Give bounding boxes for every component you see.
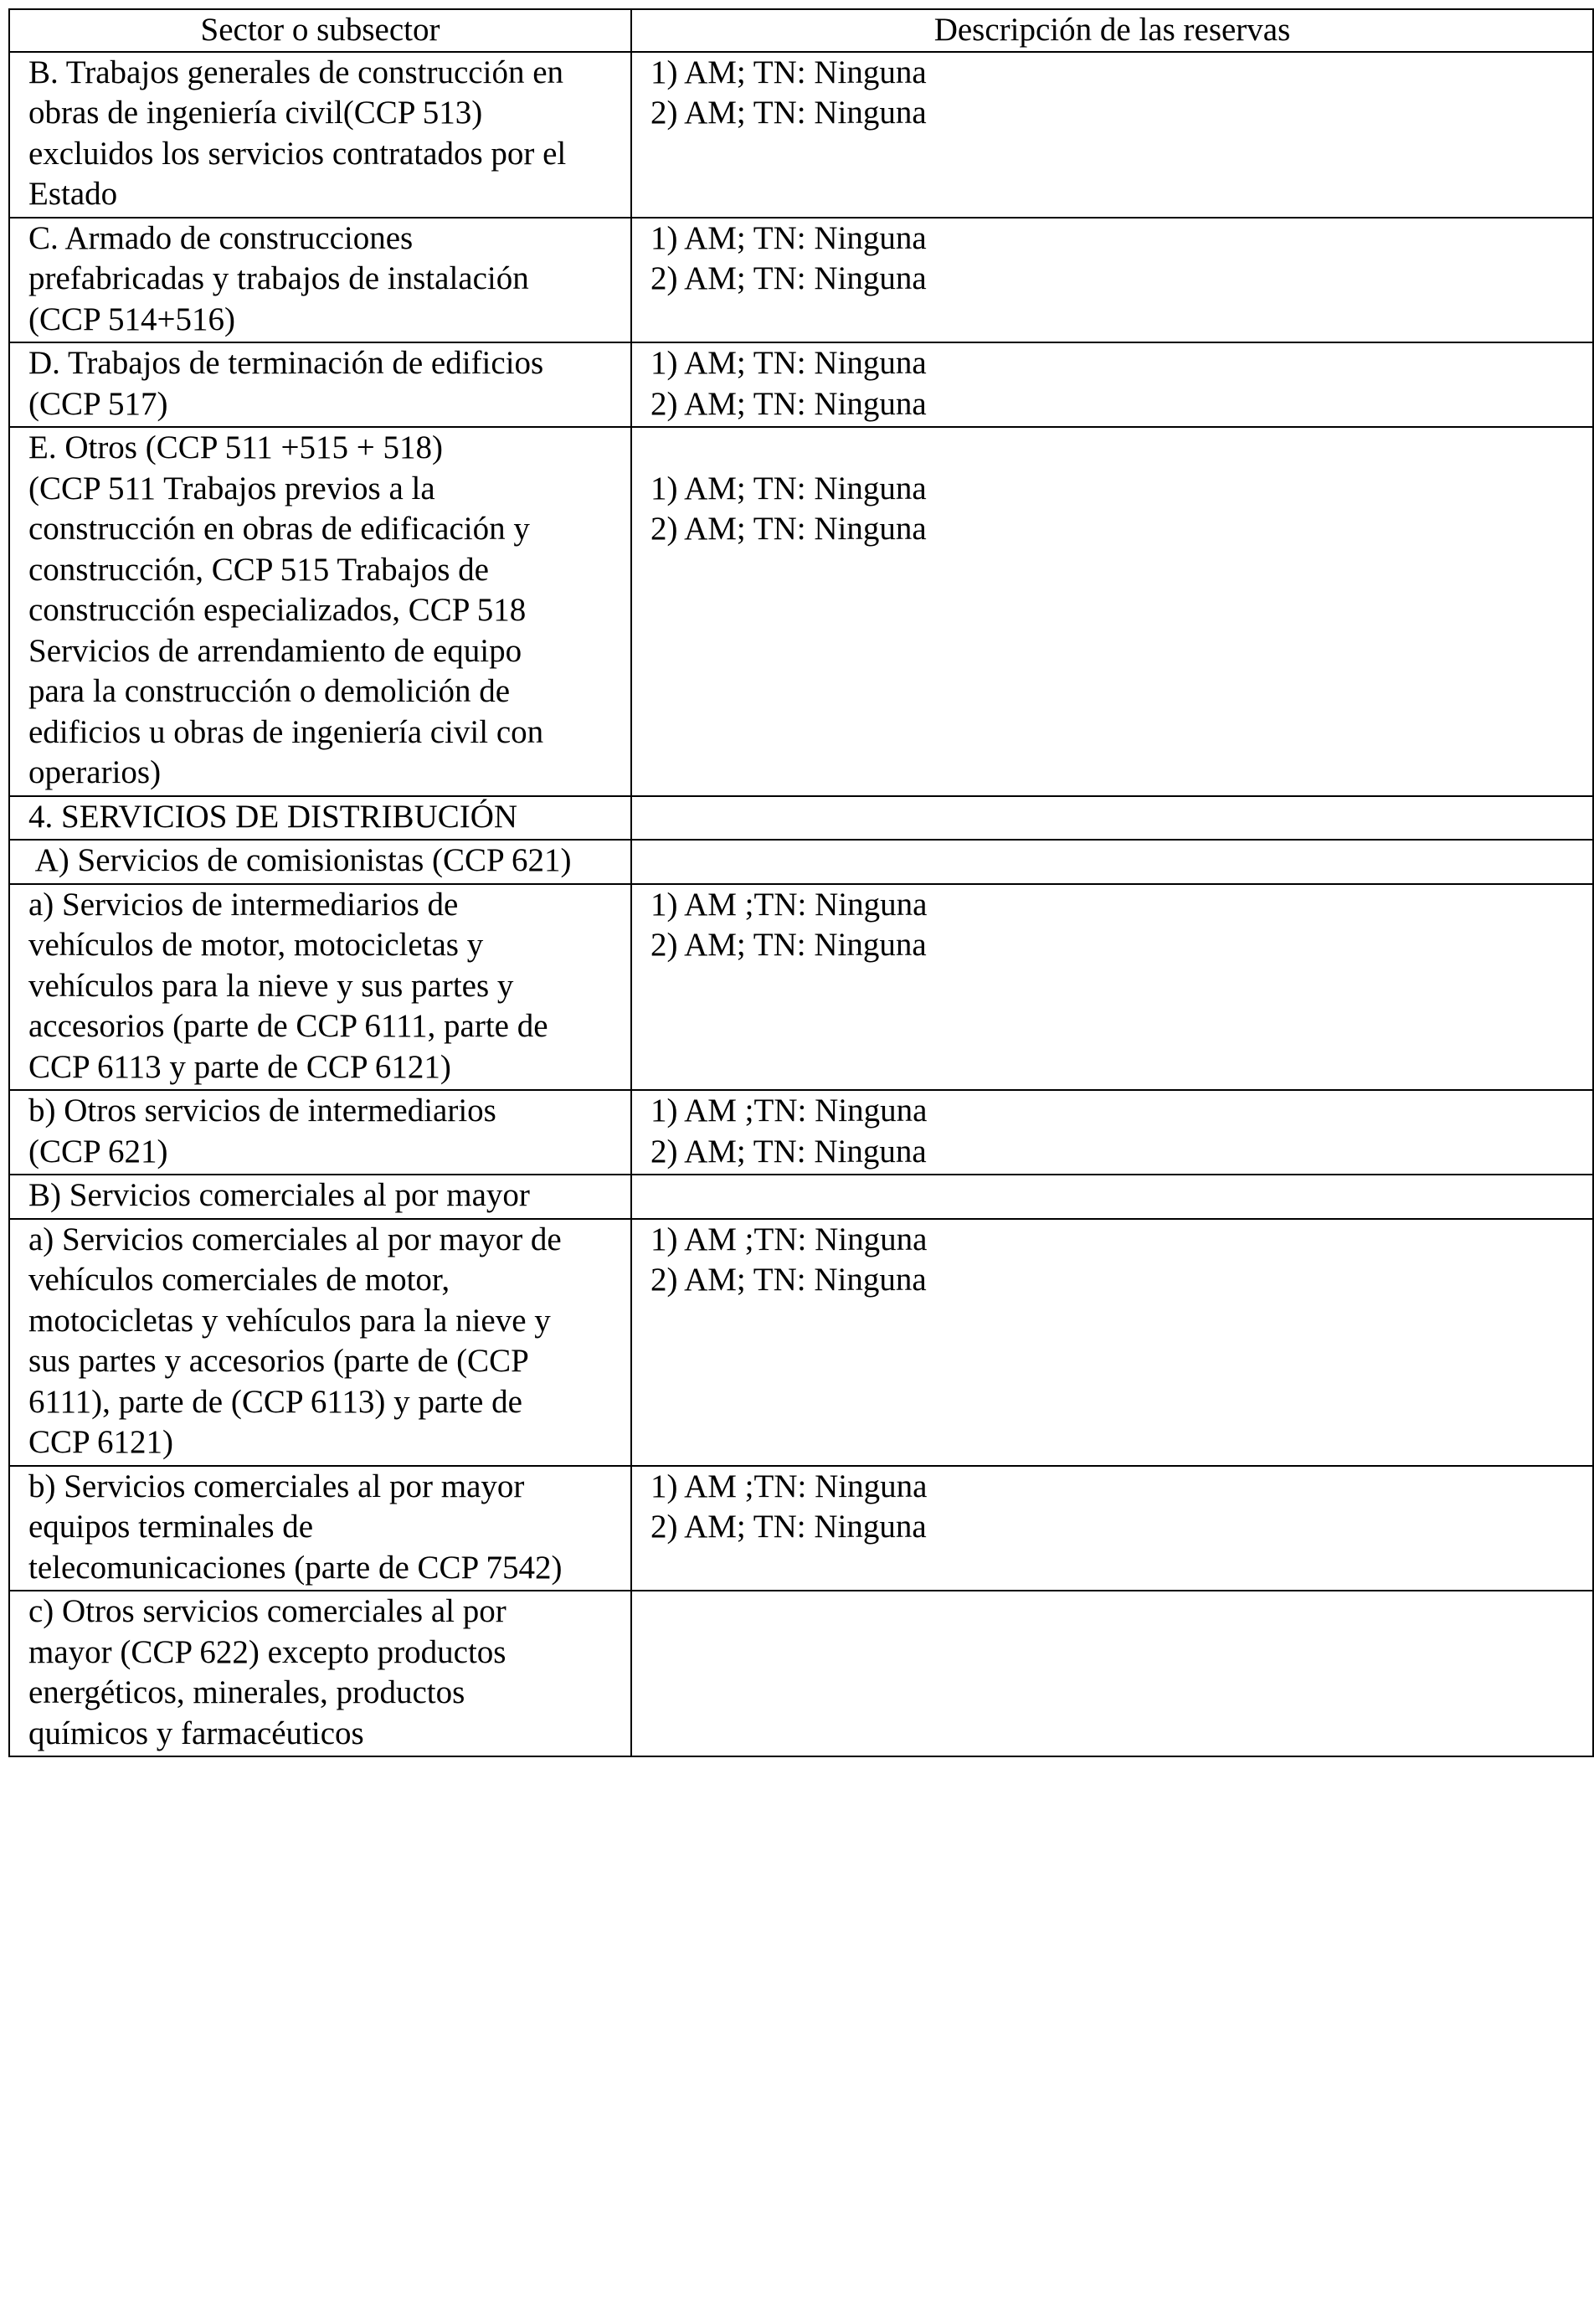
sector-cell <box>9 1090 631 1175</box>
sector-cell <box>9 52 631 218</box>
sector-line: 6111), parte de (CCP 6113) y parte de <box>28 1383 522 1420</box>
sector-line: (CCP 517) <box>28 385 168 422</box>
descripcion-cell <box>631 796 1593 841</box>
sector-line: vehículos para la nieve y sus partes y <box>28 967 514 1004</box>
sector-line: Servicios de arrendamiento de equipo <box>28 632 522 669</box>
reservations-table <box>8 8 1594 1757</box>
table-row <box>9 1591 1593 1756</box>
descripcion-cell <box>631 884 1593 1091</box>
table-header-row <box>9 9 1593 52</box>
sector-line: construcción, CCP 515 Trabajos de <box>28 551 489 588</box>
sector-cell <box>9 218 631 343</box>
sector-line: CCP 6113 y parte de CCP 6121) <box>28 1048 451 1085</box>
sector-line: a) Servicios de intermediarios de <box>28 886 459 923</box>
descripcion-cell <box>631 1175 1593 1219</box>
descripcion-cell <box>631 840 1593 884</box>
descripcion-cell <box>631 52 1593 218</box>
sector-line: 4. SERVICIOS DE DISTRIBUCIÓN <box>28 798 518 835</box>
sector-cell <box>9 1591 631 1756</box>
header-sector: Sector o subsector <box>9 9 631 52</box>
descripcion-line: 2) AM; TN: Ninguna <box>650 95 927 131</box>
sector-line: accesorios (parte de CCP 6111, parte de <box>28 1008 548 1044</box>
sector-cell <box>9 884 631 1091</box>
sector-line: C. Armado de construcciones <box>28 219 414 256</box>
descripcion-cell <box>631 218 1593 343</box>
sector-line: vehículos de motor, motocicletas y <box>28 927 484 963</box>
sector-line: B) Servicios comerciales al por mayor <box>28 1177 530 1213</box>
descripcion-line: 1) AM; TN: Ninguna <box>650 345 927 381</box>
sector-line: energéticos, minerales, productos <box>28 1674 465 1710</box>
table-row <box>9 342 1593 427</box>
descripcion-line: 2) AM; TN: Ninguna <box>650 1509 927 1545</box>
sector-line: obras de ingeniería civil(CCP 513) <box>28 95 483 131</box>
descripcion-line: 1) AM; TN: Ninguna <box>650 219 927 256</box>
descripcion-cell <box>631 1591 1593 1756</box>
sector-line: CCP 6121) <box>28 1424 174 1460</box>
sector-cell <box>9 1219 631 1466</box>
table-row <box>9 796 1593 841</box>
sector-line: construcción especializados, CCP 518 <box>28 592 527 628</box>
sector-line: sus partes y accesorios (parte de (CCP <box>28 1343 529 1379</box>
descripcion-line: 2) AM; TN: Ninguna <box>650 385 927 422</box>
sector-line: prefabricadas y trabajos de instalación <box>28 260 529 296</box>
table-body <box>9 52 1593 1757</box>
table-row <box>9 884 1593 1091</box>
descripcion-line: 2) AM; TN: Ninguna <box>650 511 927 547</box>
sector-cell <box>9 796 631 841</box>
sector-line: para la construcción o demolición de <box>28 673 511 709</box>
sector-cell <box>9 427 631 796</box>
descripcion-cell <box>631 1219 1593 1466</box>
descripcion-line: 1) AM ;TN: Ninguna <box>650 1093 928 1129</box>
header-descripcion: Descripción de las reservas <box>631 9 1593 52</box>
document-page <box>8 8 1594 1757</box>
sector-cell <box>9 342 631 427</box>
descripcion-cell <box>631 1090 1593 1175</box>
sector-line: químicos y farmacéuticos <box>28 1715 364 1751</box>
descripcion-line: 1) AM ;TN: Ninguna <box>650 1221 928 1257</box>
sector-line: excluidos los servicios contratados por el <box>28 135 567 172</box>
table-row <box>9 427 1593 796</box>
sector-line: D. Trabajos de terminación de edificios <box>28 345 544 381</box>
table-row <box>9 1090 1593 1175</box>
sector-line: b) Otros servicios de intermediarios <box>28 1093 496 1129</box>
sector-cell <box>9 1466 631 1591</box>
descripcion-cell <box>631 342 1593 427</box>
descripcion-line: 2) AM; TN: Ninguna <box>650 1262 927 1298</box>
table-row <box>9 1219 1593 1466</box>
spacer <box>650 428 1582 469</box>
table-row <box>9 1175 1593 1219</box>
sector-line: telecomunicaciones (parte de CCP 7542) <box>28 1549 563 1586</box>
sector-line: (CCP 621) <box>28 1133 168 1170</box>
sector-line: edificios u obras de ingeniería civil con <box>28 713 544 750</box>
descripcion-cell <box>631 427 1593 796</box>
sector-line: B. Trabajos generales de construcción en <box>28 54 564 90</box>
sector-line: A) Servicios de comisionistas (CCP 621) <box>28 842 572 878</box>
sector-line: operarios) <box>28 754 162 790</box>
descripcion-cell <box>631 1466 1593 1591</box>
sector-cell <box>9 840 631 884</box>
sector-line: motocicletas y vehículos para la nieve y <box>28 1302 551 1339</box>
table-row <box>9 218 1593 343</box>
sector-cell <box>9 1175 631 1219</box>
sector-line: a) Servicios comerciales al por mayor de <box>28 1221 562 1257</box>
sector-line: c) Otros servicios comerciales al por <box>28 1593 506 1629</box>
sector-line: vehículos comerciales de motor, <box>28 1262 450 1298</box>
descripcion-line: 1) AM ;TN: Ninguna <box>650 886 928 923</box>
descripcion-line: 2) AM; TN: Ninguna <box>650 260 927 296</box>
sector-line: (CCP 511 Trabajos previos a la <box>28 470 435 506</box>
sector-line: construcción en obras de edificación y <box>28 511 530 547</box>
descripcion-line: 1) AM; TN: Ninguna <box>650 54 927 90</box>
sector-line: equipos terminales de <box>28 1509 314 1545</box>
descripcion-line: 2) AM; TN: Ninguna <box>650 1133 927 1170</box>
table-row <box>9 840 1593 884</box>
descripcion-line: 1) AM ;TN: Ninguna <box>650 1468 928 1504</box>
sector-line: E. Otros (CCP 511 +515 + 518) <box>28 429 444 465</box>
sector-line: b) Servicios comerciales al por mayor <box>28 1468 525 1504</box>
sector-line: mayor (CCP 622) excepto productos <box>28 1633 506 1670</box>
sector-line: Estado <box>28 176 118 212</box>
descripcion-line: 2) AM; TN: Ninguna <box>650 927 927 963</box>
table-row <box>9 1466 1593 1591</box>
sector-line: (CCP 514+516) <box>28 301 235 337</box>
table-row <box>9 52 1593 218</box>
descripcion-line: 1) AM; TN: Ninguna <box>650 470 927 506</box>
